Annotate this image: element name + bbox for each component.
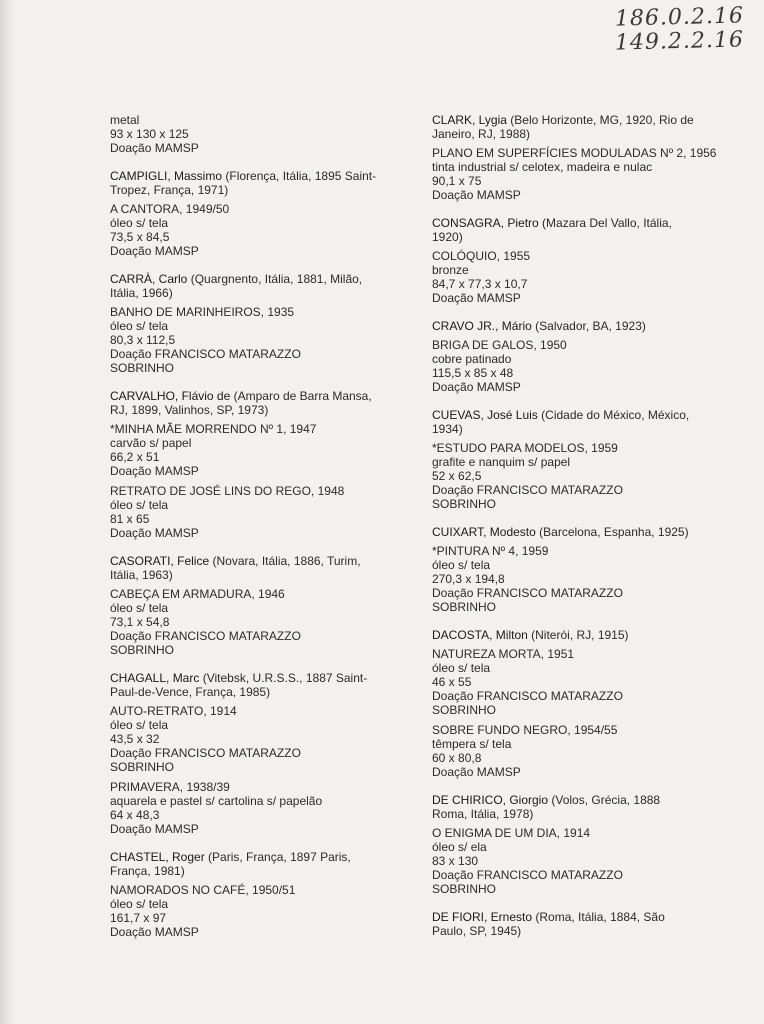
artwork-entry [110,305,380,375]
artwork-entry [110,883,380,939]
artwork-entry [110,587,380,657]
artist-details: (Salvador, BA, 1923) [535,319,646,333]
artwork-dimensions: 73,5 x 84,5 [110,230,170,244]
artwork-dimensions: 81 x 65 [110,512,150,526]
artwork-entry [432,723,696,779]
artwork-credit: Doação MAMSP [432,188,521,202]
artwork-medium: óleo s/ tela [110,319,169,333]
artist-details: (Cidade do México, México, 1934) [432,408,690,436]
artwork-title: CABEÇA EM ARMADURA, 1946 [110,587,285,601]
artwork-medium: carvão s/ papel [110,436,192,450]
artwork-title: NATUREZA MORTA, 1951 [432,647,575,661]
artist-heading [432,628,696,642]
artist-details: (Florença, Itália, 1895 Saint-Tropez, França, 1971) [110,169,377,197]
right-column [432,113,717,952]
artwork-credit: Doação FRANCISCO MATARAZZO [432,689,623,703]
artwork-entry [432,249,696,305]
artwork-entry [432,338,696,394]
artist-heading [432,113,696,141]
artwork-title: NAMORADOS NO CAFÉ, 1950/51 [110,883,296,897]
artwork-entry [110,780,380,836]
artwork-dimensions: 84,7 x 77,3 x 10,7 [432,277,528,291]
artwork-dimensions: 115,5 x 85 x 48 [432,366,514,380]
artist-heading [432,525,696,539]
artist-entry [432,628,696,779]
artwork-entry [110,484,380,540]
artist-entry [432,910,696,938]
artwork-credit: Doação FRANCISCO MATARAZZO [432,868,623,882]
artist-heading [432,216,696,244]
artist-details: (Barcelona, Espanha, 1925) [539,525,689,539]
artwork-entry [110,422,380,478]
artist-name: CLARK, Lygia [432,113,507,127]
artist-entry [432,525,696,614]
artist-heading [110,272,380,300]
artwork-title: *PINTURA Nº 4, 1959 [432,544,549,558]
artist-entry [110,671,380,836]
artwork-credit2: SOBRINHO [110,760,175,774]
artwork-medium: óleo s/ tela [110,216,169,230]
artist-details: (Belo Horizonte, MG, 1920, Rio de Janeiro, RJ, 1988) [432,113,694,141]
artwork-credit2: SOBRINHO [110,643,175,657]
artist-details: (Vitebsk, U.R.S.S., 1887 Saint-Paul-de-Vence, França, 1985) [110,671,368,699]
artwork-entry [110,202,380,258]
artwork-medium: óleo s/ tela [432,661,491,675]
artist-entry [110,389,380,540]
handwritten-catalog-numbers [614,3,745,56]
artwork-title: RETRATO DE JOSÉ LINS DO REGO, 1948 [110,484,345,498]
artwork-medium: óleo s/ ela [432,840,487,854]
artwork-credit2: SOBRINHO [432,497,497,511]
artwork-medium: óleo s/ tela [110,897,169,911]
artwork-title: *MINHA MÃE MORRENDO Nº 1, 1947 [110,422,317,436]
catalog-number-2: 149.2.2.16 [614,27,745,56]
artwork-credit: Doação MAMSP [110,244,199,258]
artwork-dimensions: 64 x 48,3 [110,808,160,822]
artwork-title: BRIGA DE GALOS, 1950 [432,338,567,352]
artwork-credit: Doação FRANCISCO MATARAZZO [110,347,301,361]
artwork-title: PLANO EM SUPERFÍCIES MODULADAS Nº 2, 1956 [432,146,717,160]
artwork-dimensions: 66,2 x 51 [110,450,160,464]
artwork-dimensions: 90,1 x 75 [432,174,482,188]
artist-heading [110,554,380,582]
artwork-medium: têmpera s/ tela [432,737,512,751]
artwork-entry [110,704,380,774]
artist-entry [110,554,380,657]
artwork-dimensions: 60 x 80,8 [432,751,482,765]
artwork-medium: tinta industrial s/ celotex, madeira e nulac [432,160,653,174]
artwork-title: SOBRE FUNDO NEGRO, 1954/55 [432,723,618,737]
artwork-credit: Doação MAMSP [110,141,199,155]
artwork-credit: Doação FRANCISCO MATARAZZO [432,586,623,600]
artwork-dimensions: 161,7 x 97 [110,911,167,925]
artwork-medium: bronze [432,263,469,277]
artist-name: CHASTEL, Roger [110,850,205,864]
artwork-entry [432,441,696,511]
artist-entry [110,169,380,258]
artwork-medium: grafite e nanquim s/ papel [432,455,571,469]
artwork-credit: Doação FRANCISCO MATARAZZO [432,483,623,497]
artist-heading [110,389,380,417]
artwork-credit: Doação MAMSP [110,464,199,478]
artwork-credit: Doação MAMSP [110,526,199,540]
artwork-dimensions: 83 x 130 [432,854,479,868]
artwork-entry [432,826,696,896]
artist-heading [110,169,380,197]
artwork-entry [110,113,380,155]
artwork-entry [432,647,696,717]
artwork-dimensions: 43,5 x 32 [110,732,160,746]
artist-heading [432,408,696,436]
artwork-credit2: SOBRINHO [432,882,497,896]
artwork-credit: Doação MAMSP [432,380,521,394]
artwork-medium: óleo s/ tela [110,601,169,615]
artist-name: CARVALHO, Flávio de [110,389,231,403]
artwork-medium: óleo s/ tela [110,498,169,512]
artwork-dimensions: 46 x 55 [432,675,472,689]
artist-entry [110,113,380,155]
artist-heading [110,671,380,699]
artwork-credit: Doação MAMSP [110,822,199,836]
artist-heading [432,793,696,821]
left-column [110,113,380,953]
artist-name: CONSAGRA, Pietro [432,216,539,230]
artist-entry [110,272,380,375]
artist-heading [110,850,380,878]
artist-name: CAMPIGLI, Massimo [110,169,223,183]
artwork-medium: aquarela e pastel s/ cartolina s/ papelão [110,794,323,808]
artist-entry [432,408,696,511]
artwork-title: *ESTUDO PARA MODELOS, 1959 [432,441,618,455]
artist-details: (Paris, França, 1897 Paris, França, 1981) [110,850,351,878]
artwork-dimensions: 73,1 x 54,8 [110,615,170,629]
artist-name: CASORATI, Felice [110,554,210,568]
artwork-credit: Doação FRANCISCO MATARAZZO [110,746,301,760]
artwork-title: BANHO DE MARINHEIROS, 1935 [110,305,295,319]
artwork-title: PRIMAVERA, 1938/39 [110,780,230,794]
artist-details: (Novara, Itália, 1886, Turim, Itália, 1963) [110,554,361,582]
catalog-number-1: 186.0.2.16 [614,3,745,32]
artist-details: (Amparo de Barra Mansa, RJ, 1899, Valinhos, SP, 1973) [110,389,372,417]
artwork-dimensions: 52 x 62,5 [432,469,482,483]
artist-entry [432,113,717,202]
artwork-credit: Doação MAMSP [110,925,199,939]
page-binding-edge [0,0,14,1024]
artist-entry [432,793,696,896]
artist-details: (Niterói, RJ, 1915) [531,628,629,642]
artwork-credit2: SOBRINHO [432,703,497,717]
artist-heading [432,319,696,333]
artist-heading [432,910,696,938]
artwork-credit2: SOBRINHO [432,600,497,614]
artwork-title: O ENIGMA DE UM DIA, 1914 [432,826,591,840]
artwork-entry [432,544,696,614]
artist-name: CARRÀ, Carlo [110,272,188,286]
artwork-title: A CANTORA, 1949/50 [110,202,230,216]
artwork-medium: cobre patinado [432,352,512,366]
artwork-credit: Doação FRANCISCO MATARAZZO [110,629,301,643]
artist-name: CRAVO JR., Mário [432,319,532,333]
artist-name: CHAGALL, Marc [110,671,200,685]
artist-name: CUEVAS, José Luis [432,408,538,422]
artwork-entry [432,146,717,202]
artist-details: (Volos, Grécia, 1888 Roma, Itália, 1978) [432,793,661,821]
artist-name: DE CHIRICO, Giorgio [432,793,549,807]
artwork-credit2: SOBRINHO [110,361,175,375]
artist-entry [110,850,380,939]
artwork-medium: óleo s/ tela [432,558,491,572]
artist-name: DE FIORI, Ernesto [432,910,533,924]
artist-details: (Quargnento, Itália, 1881, Milão, Itália, 1966) [110,272,363,300]
artwork-title: COLÓQUIO, 1955 [432,249,531,263]
artist-entry [432,319,696,394]
artist-name: DACOSTA, Milton [432,628,528,642]
artwork-dimensions: 270,3 x 194,8 [432,572,505,586]
artwork-credit: Doação MAMSP [432,765,521,779]
artist-details: (Mazara Del Vallo, Itália, 1920) [432,216,672,244]
artist-details: (Roma, Itália, 1884, São Paulo, SP, 1945) [432,910,665,938]
artwork-title: AUTO-RETRATO, 1914 [110,704,237,718]
artwork-dimensions: 93 x 130 x 125 [110,127,189,141]
artist-name: CUIXART, Modesto [432,525,536,539]
artwork-title: metal [110,113,140,127]
artwork-credit: Doação MAMSP [432,291,521,305]
artwork-medium: óleo s/ tela [110,718,169,732]
artist-entry [432,216,696,305]
artwork-dimensions: 80,3 x 112,5 [110,333,176,347]
